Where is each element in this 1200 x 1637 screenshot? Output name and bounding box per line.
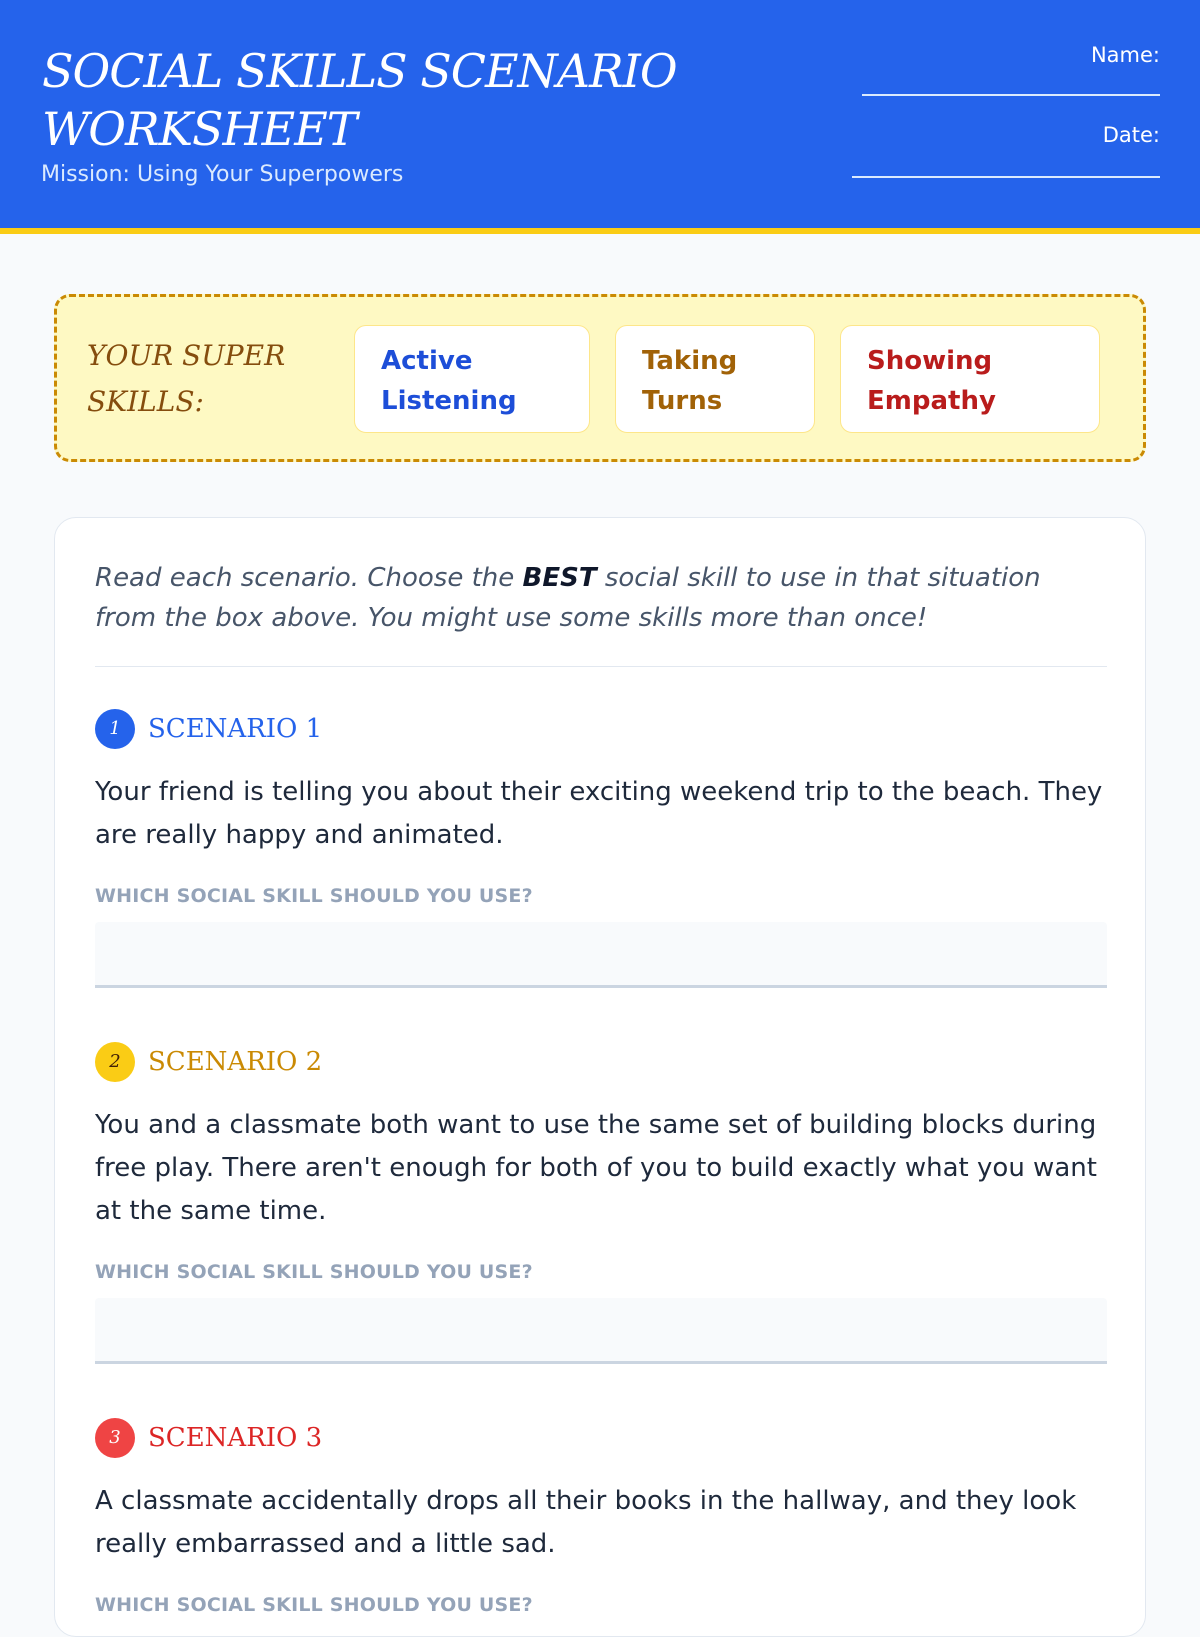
instructions-part: social skill to use in that situation from the box above. You might use some skills more than once! [95,563,1041,633]
divider [95,666,1107,667]
scenario-text: Your friend is telling you about their exciting weekend trip to the beach. They are really happy and animated. [95,777,1103,850]
question-label: WHICH SOCIAL SKILL SHOULD YOU USE? [95,1594,533,1616]
name-line[interactable] [862,94,1160,96]
date-line[interactable] [852,176,1160,178]
super-skills-label: YOUR SUPER SKILLS: [87,339,286,418]
scenario-title: SCENARIO 1 [148,714,323,744]
worksheet-header [0,0,1200,234]
scenario-text: You and a classmate both want to use the same set of building blocks during free play. There aren't enough for both of you to build exactly what you want at the same time. [95,1110,1097,1226]
question-label: WHICH SOCIAL SKILL SHOULD YOU USE? [95,1261,533,1283]
instructions-emphasis: BEST [522,563,597,593]
scenario-number-badge: 1 [95,709,135,749]
super-skills-box [54,294,1146,462]
answer-field[interactable] [95,1298,1107,1364]
date-label: Date: [1102,123,1160,147]
scenario-number-badge: 3 [95,1418,135,1458]
scenarios-card [54,517,1146,1637]
answer-field[interactable] [95,922,1107,988]
scenario-title: SCENARIO 2 [148,1047,323,1077]
scenario-text: A classmate accidentally drops all their books in the hallway, and they look really embarrassed and a little sad. [95,1486,1077,1559]
skill-chip-showing-empathy: Showing Empathy [840,325,1100,433]
worksheet-title: SOCIAL SKILLS SCENARIO WORKSHEET [42,44,677,156]
skill-chip-taking-turns: Taking Turns [615,325,815,433]
worksheet-subtitle: Mission: Using Your Superpowers [41,162,404,187]
question-label: WHICH SOCIAL SKILL SHOULD YOU USE? [95,885,533,907]
name-label: Name: [1090,43,1160,67]
instructions-part: Read each scenario. Choose the [95,563,523,593]
scenario-number-badge: 2 [95,1042,135,1082]
scenario-title: SCENARIO 3 [148,1423,323,1453]
instructions-text [95,558,1095,638]
skill-chip-active-listening: Active Listening [354,325,590,433]
